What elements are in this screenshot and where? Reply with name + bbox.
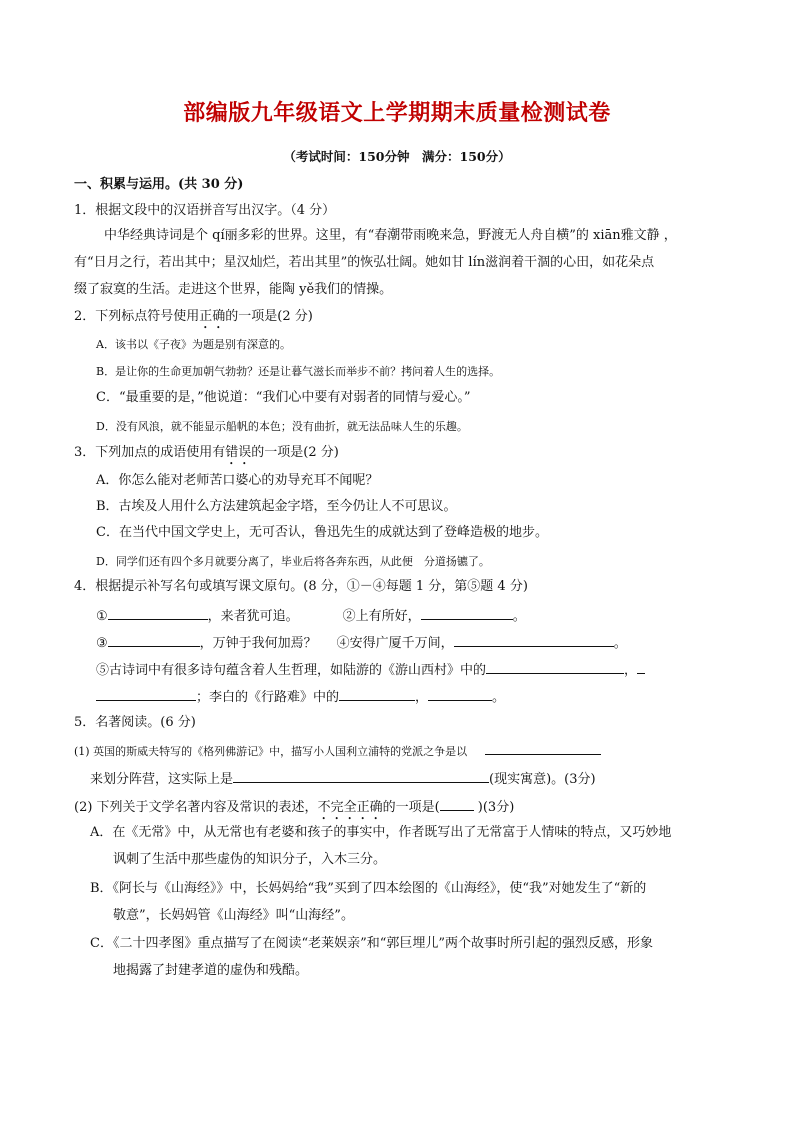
q3-stem-suffix: 的一项是(2 分) <box>251 445 339 460</box>
q3-stem <box>74 444 339 468</box>
q3-option-d: D．同学们还有四个多月就要分离了，毕业后将各奔东西，从此便 分道扬镳了。 <box>96 555 490 568</box>
q5-option-a-line-1: A．在《无常》中，从无常也有老婆和孩子的事实中，作者既写出了无常富于人情味的特点，又巧妙地 <box>90 825 672 840</box>
q4-item-2-text: ②上有所好， <box>342 609 421 624</box>
q3-option-b: B．古埃及人用什么方法建筑起金字塔，至今仍让人不可思议。 <box>96 499 457 514</box>
exam-title: 部编版九年级语文上学期期末质量检测试卷 <box>183 101 611 126</box>
q4-item-5-text-2: ；李白的《行路难》中的 <box>196 690 340 705</box>
q5-sub1-blank-2[interactable] <box>233 769 489 783</box>
q5-sub2-stem <box>74 797 514 823</box>
q1-stem: 1．根据文段中的汉语拼音写出汉字。（4 分） <box>74 203 336 218</box>
q2-option-a: A．该书以《子夜》为题是别有深意的。 <box>96 338 291 351</box>
q4-item-2-end: 。 <box>512 609 526 624</box>
q2-option-c: C．“最重要的是，”他说道：“我们心中要有对弱者的同情与爱心。” <box>96 390 471 405</box>
q4-item-1-text: ，来者犹可追。 <box>207 609 299 624</box>
q2-option-b: B．是让你的生命更加朝气勃勃？还是让暮气滋长而举步不前？拷问着人生的选择。 <box>96 365 501 378</box>
q5-option-c-line-1: C．《二十四孝图》重点描写了在阅读“老莱娱亲”和“郭巨埋儿”两个故事时所引起的强烈反感，形象 <box>90 936 654 951</box>
q5-sub1-text: (1) 英国的斯威夫特写的《格列佛游记》中，描写小人国利立浦特的党派之争是以 <box>74 745 468 758</box>
q5-option-a-line-2: 讽刺了生活中那些虚伪的知识分子，入木三分。 <box>113 852 387 867</box>
q2-stem <box>74 308 313 332</box>
q4-blank-6[interactable] <box>96 687 196 701</box>
q4-line-3 <box>96 660 645 680</box>
q1-paragraph-line-1: 中华经典诗词是个 qí丽多彩的世界。这里，有“春潮带雨晚来急，野渡无人舟自横”的 xiān雅文静 ， <box>104 228 677 243</box>
q4-item-5-end: 。 <box>492 690 506 705</box>
q5-sub1-text-2: 来划分阵营，这实际上是 <box>90 772 234 787</box>
q5-sub2-suffix: 的一项是( <box>382 800 440 815</box>
q3-option-c: C．在当代中国文学史上，无可否认，鲁迅先生的成就达到了登峰造极的地步。 <box>96 525 548 540</box>
q5-option-c-line-2: 地揭露了封建孝道的虚伪和残酷。 <box>113 963 309 978</box>
q2-stem-emphasis: 正确 <box>199 309 226 324</box>
q4-item-3-text: ，万钟于我何加焉？ <box>199 636 317 651</box>
q2-stem-suffix: 的一项是(2 分) <box>225 309 313 324</box>
exam-subtitle: （考试时间：150分钟 满分：150分） <box>283 149 511 164</box>
q4-blank-7[interactable] <box>339 687 415 701</box>
q3-stem-prefix: 3．下列加点的成语使用有 <box>74 445 226 460</box>
q1-paragraph-line-2: 有“日月之行，若出其中；星汉灿烂，若出其里”的恢弘壮阔。她如甘 lín滋润着干涸的心田，如花朵点 <box>74 255 655 270</box>
q4-line-1 <box>96 606 526 626</box>
q5-sub2-emphasis: 不完全正确 <box>317 800 383 815</box>
q5-option-b-line-2: 敬意”，长妈妈管《山海经》叫“山海经”。 <box>113 908 354 923</box>
q4-item-5-text: ⑤古诗词中有很多诗句蕴含着人生哲理，如陆游的《游山西村》中的 <box>96 663 487 678</box>
q4-blank-3[interactable] <box>108 633 200 647</box>
q5-sub1-line-2 <box>90 769 596 789</box>
q4-blank-2[interactable] <box>421 606 513 620</box>
q4-blank-4[interactable] <box>454 633 614 647</box>
q1-paragraph-line-3: 缀了寂寞的生活。走进这个世界，能陶 yě我们的情操。 <box>74 282 393 297</box>
q4-blank-5[interactable] <box>486 660 624 674</box>
q4-item-4-end: 。 <box>613 636 627 651</box>
q2-option-d: D．没有风浪，就不能显示船帆的本色；没有曲折，就无法品味人生的乐趣。 <box>96 420 468 433</box>
q3-stem-emphasis: 错误 <box>225 445 252 460</box>
q4-item-3-label: ③ <box>96 636 108 651</box>
q5-sub2-prefix: (2) 下列关于文学名著内容及常识的表述， <box>74 800 318 815</box>
q5-sub2-answer-blank[interactable] <box>440 797 474 811</box>
q4-line-2 <box>96 633 627 653</box>
q4-item-1-label: ① <box>96 609 108 624</box>
q5-option-b-line-1: B．《阿长与《山海经》》中，长妈妈给“我”买到了四本绘图的《山海经》，使“我”对她发生了“新的 <box>90 881 647 896</box>
q4-stem: 4．根据提示补写名句或填写课文原句。(8 分，①－④每题 1 分，第⑤题 4 分) <box>74 579 528 594</box>
q4-blank-1[interactable] <box>108 606 208 620</box>
q5-stem: 5．名著阅读。(6 分) <box>74 715 196 730</box>
q4-item-5-comma-2: ， <box>415 690 429 705</box>
q4-blank-8[interactable] <box>428 687 492 701</box>
q3-option-a: A．你怎么能对老师苦口婆心的劝导充耳不闻呢？ <box>96 473 379 488</box>
q4-line-4 <box>96 687 505 707</box>
q2-stem-prefix: 2．下列标点符号使用 <box>74 309 200 324</box>
q5-sub1-line-1 <box>74 743 601 761</box>
q4-item-5-comma: ， <box>624 663 638 678</box>
q5-sub2-score: )(3分) <box>473 800 515 815</box>
q4-blank-6-start[interactable] <box>637 660 645 674</box>
q4-item-4-text: ④安得广厦千万间， <box>336 636 454 651</box>
q5-sub1-blank-1[interactable] <box>485 743 601 755</box>
q5-sub1-text-3: (现实寓意)。(3分) <box>489 772 596 787</box>
section-heading: 一、积累与运用。(共 30 分) <box>74 177 244 192</box>
